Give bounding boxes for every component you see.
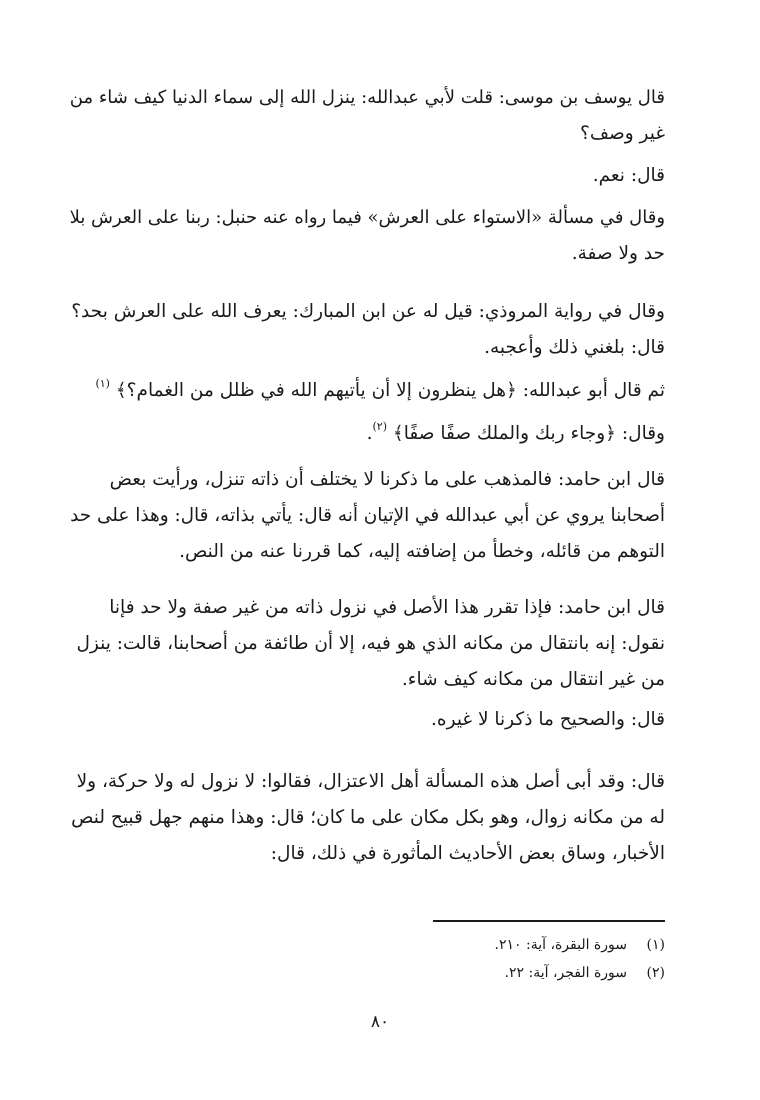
quran-verse-line	[70, 409, 665, 452]
paragraph-6	[70, 590, 665, 698]
paragraph-7	[70, 702, 665, 738]
line-end-punct: .	[366, 423, 373, 444]
footnote-text: سورة البقرة، آية: ٢١٠.	[494, 937, 627, 953]
text-line: أصحابنا يروي عن أبي عبدالله في الإتيان أنه قال: يأتي بذاته، قال: وهذا على حد	[70, 505, 665, 526]
paragraph-5	[70, 462, 665, 570]
text-line: له من مكانه زوال، وهو بكل مكان على ما كان؛ قال: وهذا منهم جهل قبيح لنص	[71, 807, 665, 828]
quran-verse-line	[70, 366, 665, 409]
footnote-number: (١)	[646, 937, 665, 953]
footnote-1	[70, 934, 665, 956]
text-line: غير وصف؟	[580, 123, 665, 144]
text-line: حد ولا صفة.	[571, 243, 665, 264]
verse-text: ثم قال أبو عبدالله: ﴿هل ينظرون إلا أن يأتيهم الله في ظلل من الغمام؟﴾	[115, 380, 665, 401]
footnote-ref-1: (١)	[95, 377, 110, 390]
footnote-2	[70, 962, 665, 984]
text-line: قال: وقد أبى أصل هذه المسألة أهل الاعتزال، فقالوا: لا نزول له ولا حركة، ولا	[76, 771, 665, 792]
footnote-ref-2: (٢)	[372, 420, 388, 433]
paragraph-1	[70, 80, 665, 152]
text-line: من غير انتقال من مكانه كيف شاء.	[401, 669, 665, 690]
footnote-number: (٢)	[646, 965, 665, 981]
paragraph-3	[70, 200, 665, 272]
paragraph-8	[70, 764, 665, 872]
text-line: نقول: إنه بانتقال من مكانه الذي هو فيه، إلا أن طائفة من أصحابنا، قالت: ينزل	[76, 633, 665, 654]
text-line: قال ابن حامد: فإذا تقرر هذا الأصل في نزول ذاته من غير صفة ولا حد فإنا	[109, 597, 665, 618]
verse-text: وقال: ﴿وجاء ربك والملك صفًا صفًا﴾	[392, 423, 665, 444]
text-line: قال ابن حامد: فالمذهب على ما ذكرنا لا يختلف أن ذاته تنزل، ورأيت بعض	[109, 469, 665, 490]
text-line: التوهم من قائله، وخطأ من إضافته إليه، كما قررنا عنه من النص.	[179, 541, 665, 562]
text-line: قال يوسف بن موسى: قلت لأبي عبدالله: ينزل الله إلى سماء الدنيا كيف شاء من	[69, 87, 665, 108]
text-line: وقال في مسألة «الاستواء على العرش» فيما رواه عنه حنبل: ربنا على العرش بلا	[69, 207, 665, 228]
paragraph-2	[70, 158, 665, 194]
page-number: ٨٠	[370, 1012, 390, 1032]
paragraph-4	[70, 294, 665, 452]
footnote-text: سورة الفجر، آية: ٢٢.	[504, 965, 627, 981]
text-line: وقال في رواية المروذي: قيل له عن ابن المبارك: يعرف الله على العرش بحد؟	[71, 301, 665, 322]
text-line: قال: والصحيح ما ذكرنا لا غيره.	[431, 709, 665, 730]
text-line: قال: بلغني ذلك وأعجبه.	[484, 337, 665, 358]
footnote-divider	[433, 920, 665, 922]
text-line: الأخبار، وساق بعض الأحاديث المأثورة في ذلك، قال:	[270, 843, 665, 864]
text-line: قال: نعم.	[592, 165, 665, 186]
